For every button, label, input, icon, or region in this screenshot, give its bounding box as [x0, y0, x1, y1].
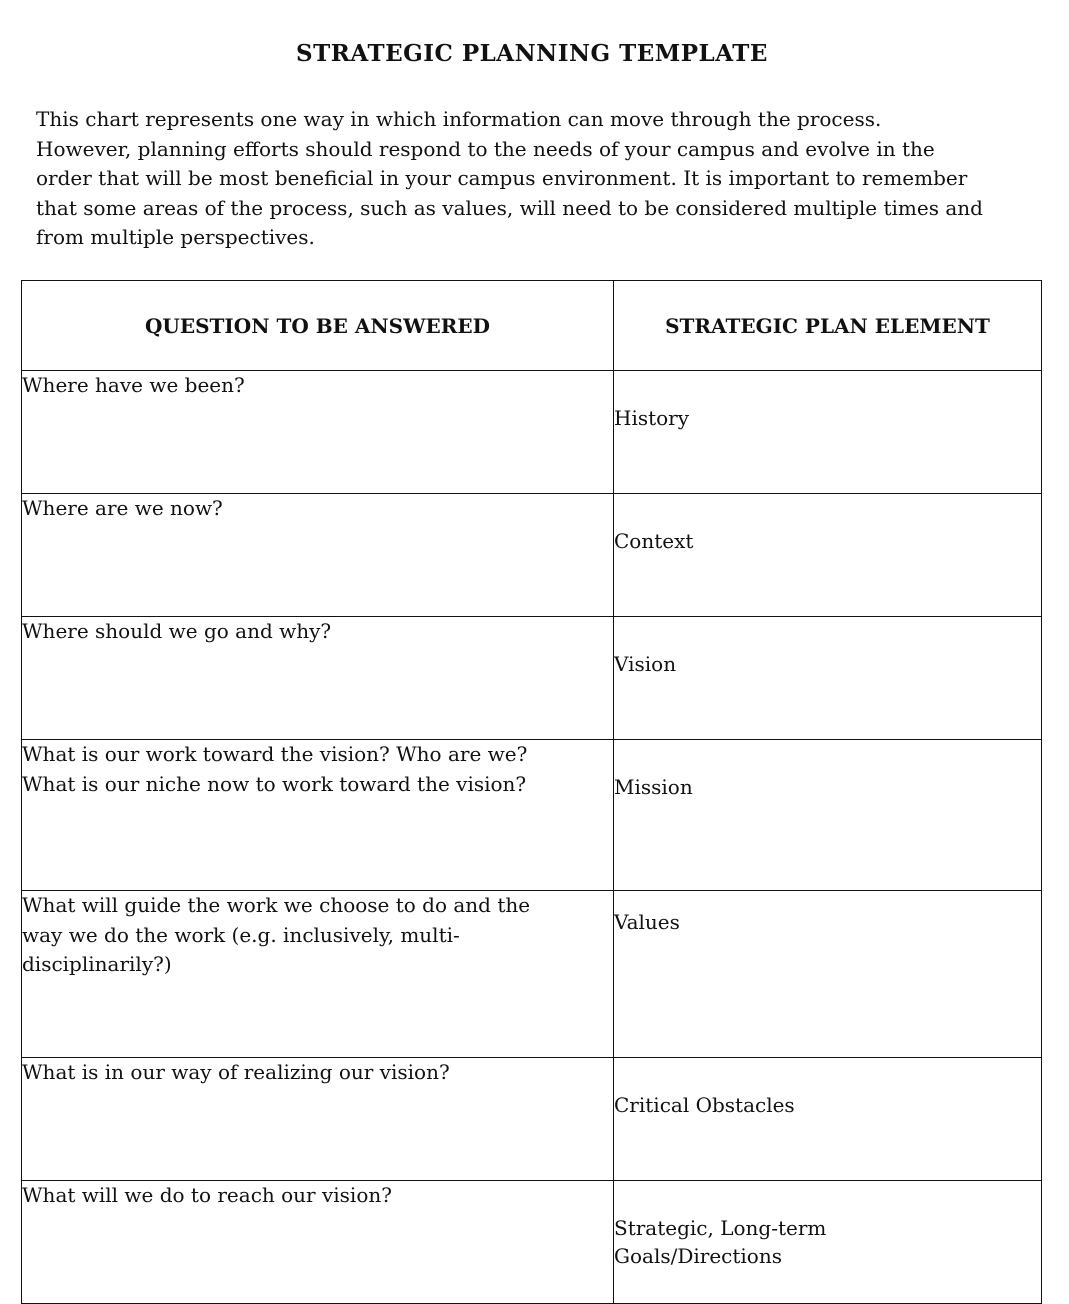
column-header-element: STRATEGIC PLAN ELEMENT [614, 281, 1042, 371]
question-cell [22, 494, 614, 617]
table-row [22, 617, 1042, 740]
question-text: What will we do to reach our vision? [22, 1183, 392, 1207]
question-cell [22, 371, 614, 494]
table-row [22, 891, 1042, 1058]
element-text: History [614, 406, 690, 430]
table-row [22, 1181, 1042, 1304]
intro-line: that some areas of the process, such as values, will need to be considered multiple times and [36, 195, 983, 220]
intro-line: from multiple perspectives. [36, 225, 315, 250]
intro-line: This chart represents one way in which information can move through the process. [36, 107, 882, 131]
element-text: Vision [614, 652, 677, 676]
element-text: Values [614, 910, 680, 934]
table-row [22, 494, 1042, 617]
page-title: STRATEGIC PLANNING TEMPLATE [296, 40, 768, 67]
question-cell [22, 1181, 614, 1304]
question-text: Where have we been? [22, 373, 245, 397]
table-header-row [22, 281, 1042, 371]
question-text: What is our niche now to work toward the vision? [22, 771, 527, 796]
element-text: Mission [614, 775, 693, 799]
element-cell [614, 740, 1042, 891]
intro-line: However, planning efforts should respond to the needs of your campus and evolve in the [36, 136, 935, 161]
element-cell [614, 1058, 1042, 1181]
strategic-plan-table [21, 280, 1042, 1304]
element-cell [614, 371, 1042, 494]
intro-line: order that will be most beneficial in your campus environment. It is important to remember [36, 166, 968, 191]
element-text: Critical Obstacles [614, 1093, 795, 1117]
element-cell [614, 617, 1042, 740]
table-row [22, 371, 1042, 494]
question-text: What will guide the work we choose to do and the [22, 893, 531, 917]
column-header-question: QUESTION TO BE ANSWERED [22, 281, 614, 371]
question-text: Where are we now? [22, 496, 223, 520]
table-row [22, 1058, 1042, 1181]
question-text: What is in our way of realizing our vision? [22, 1060, 450, 1084]
element-text: Context [614, 529, 694, 553]
question-text: What is our work toward the vision? Who are we? [22, 742, 528, 766]
element-cell [614, 494, 1042, 617]
element-cell [614, 1181, 1042, 1304]
question-text: Where should we go and why? [22, 619, 332, 643]
question-cell [22, 1058, 614, 1181]
question-text: way we do the work (e.g. inclusively, multi- [22, 922, 460, 947]
question-text: disciplinarily?) [22, 952, 172, 976]
intro-paragraph [36, 105, 1036, 253]
question-cell [22, 740, 614, 891]
element-text: Strategic, Long-term [614, 1216, 827, 1240]
table-row [22, 740, 1042, 891]
question-cell [22, 617, 614, 740]
element-cell [614, 891, 1042, 1058]
element-text: Goals/Directions [614, 1244, 782, 1268]
question-cell [22, 891, 614, 1058]
